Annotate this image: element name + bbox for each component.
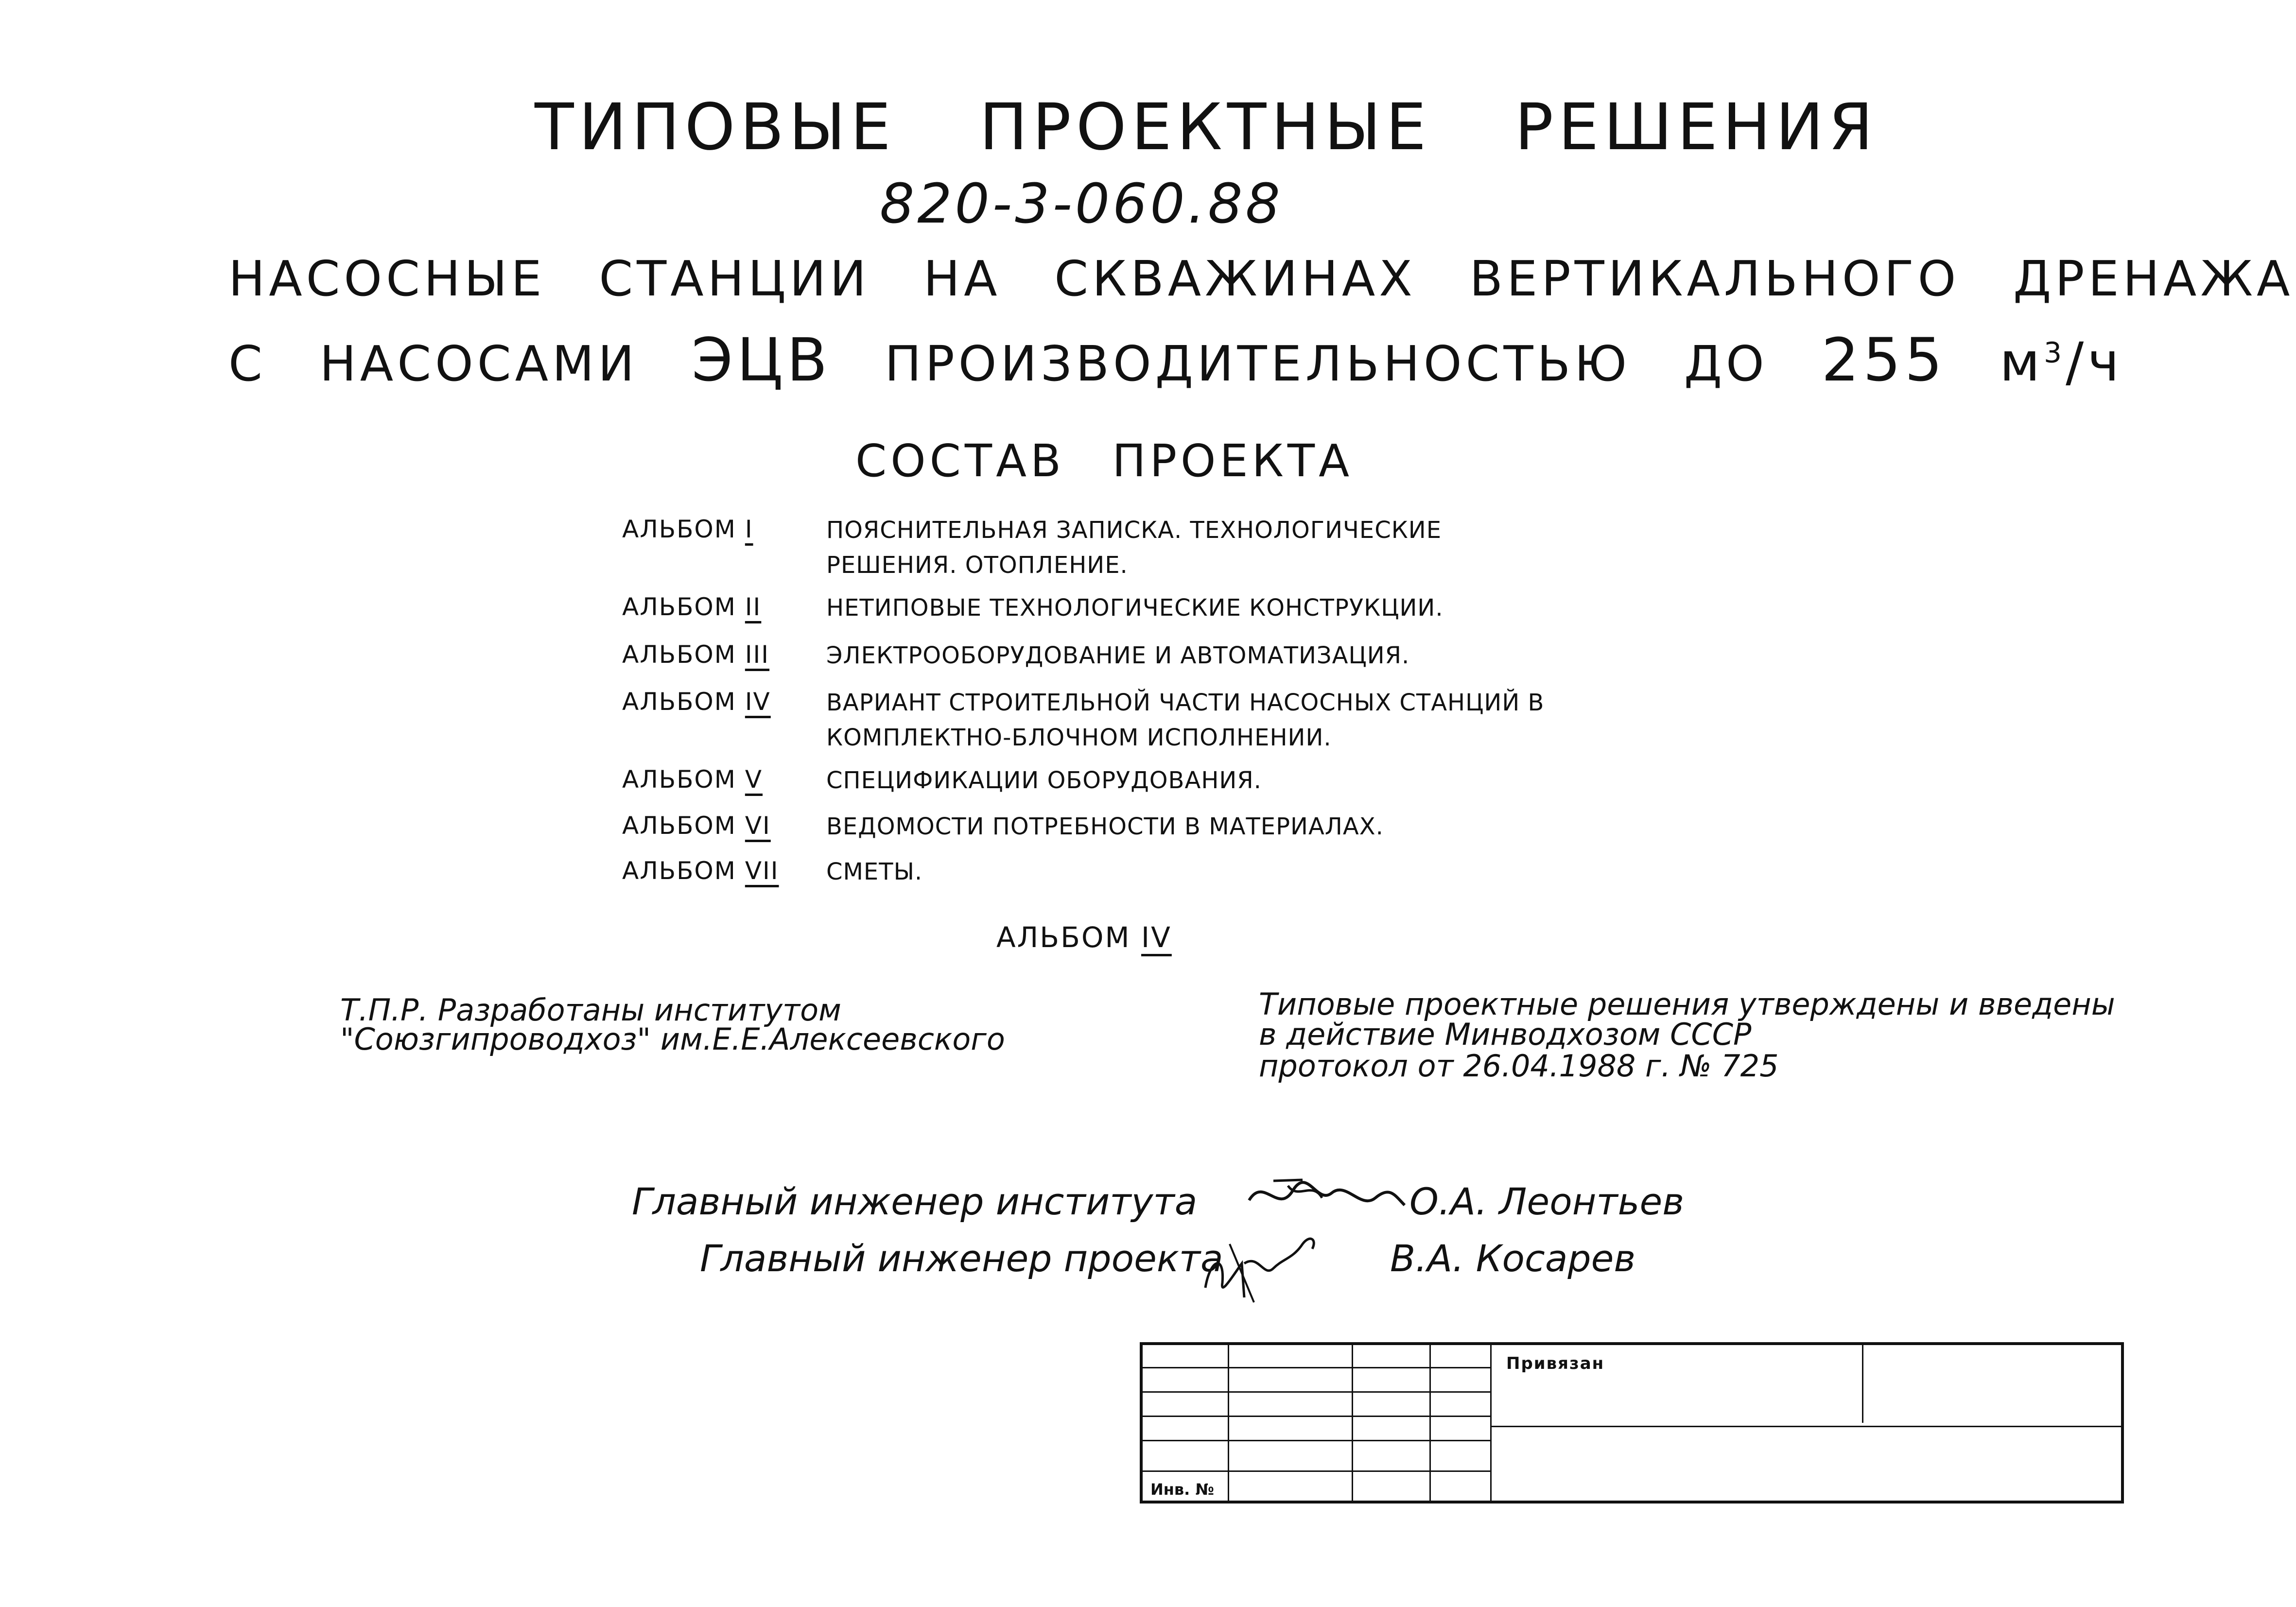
album-1-text: ПОЯСНИТЕЛЬНАЯ ЗАПИСКА. ТЕХНОЛОГИЧЕСКИЕ РЕШЕНИЯ. ОТОПЛЕНИЕ. [826,517,1442,579]
institute-chief-role: Главный инженер института [632,1180,1198,1223]
project-chief-role: Главный инженер проекта [700,1237,1223,1280]
project-chief-signature [1196,1215,1322,1307]
project-chief-name: В.А. Косарев [1390,1237,1636,1280]
album-7-label: АЛЬБОМ VII [622,857,779,885]
stamp-divider [1490,1345,1492,1501]
stamp-row-line [1143,1440,1490,1441]
album-5-text: СПЕЦИФИКАЦИИ ОБОРУДОВАНИЯ. [826,767,1262,794]
album-4-label: АЛЬБОМ IV [622,688,771,716]
stamp-row-line [1143,1367,1490,1368]
unit-m: м [2000,331,2044,393]
pump-type: ЭЦВ [691,326,832,395]
composition-heading: СОСТАВ ПРОЕКТА [855,435,1354,487]
album-3-label: АЛЬБОМ III [622,640,770,669]
project-title-line-2 [228,326,2123,395]
capacity-unit [2000,331,2123,393]
album-1-label: АЛЬБОМ I [622,515,753,543]
title-stamp-block [1140,1342,2124,1503]
approval-note-line-3: протокол от 26.04.1988 г. № 725 [1259,1048,1779,1084]
stamp-divider [1429,1345,1431,1501]
stamp-divider [1352,1345,1353,1501]
unit-power: 3 [2044,336,2066,369]
unit-per-hour: /ч [2066,331,2123,393]
current-album: АЛЬБОМ IV [996,921,1172,954]
institute-chief-name: О.А. Леонтьев [1409,1180,1684,1223]
album-6-text: ВЕДОМОСТИ ПОТРЕБНОСТИ В МАТЕРИАЛАХ. [826,813,1384,840]
album-2-label: АЛЬБОМ II [622,593,762,621]
stamp-bound-label: Привязан [1506,1354,1605,1373]
album-5-label: АЛЬБОМ V [622,765,763,794]
stamp-row-line [1490,1426,2121,1427]
stamp-divider [1228,1345,1229,1501]
project-title-line-1: НАСОСНЫЕ СТАНЦИИ НА СКВАЖИНАХ ВЕРТИКАЛЬНОГО ДРЕНАЖА [228,250,2294,307]
album-6-label: АЛЬБОМ VI [622,812,771,840]
stamp-row-line [1143,1416,1490,1417]
title-middle: ПРОИЗВОДИТЕЛЬНОСТЬЮ ДО [885,335,1768,392]
album-4-text: ВАРИАНТ СТРОИТЕЛЬНОЙ ЧАСТИ НАСОСНЫХ СТАНЦИЙ В КОМПЛЕКТНО-БЛОЧНОМ ИСПОЛНЕНИИ. [826,689,1545,751]
album-2-text: НЕТИПОВЫЕ ТЕХНОЛОГИЧЕСКИЕ КОНСТРУКЦИИ. [826,594,1444,622]
stamp-row-line [1143,1470,1490,1472]
approval-note-line-2: в действие Минводхозом СССР [1259,1017,1752,1052]
series-number: 820-3-060.88 [880,173,1283,236]
title-prefix: С НАСОСАМИ [228,335,639,392]
stamp-inventory-label: Инв. № [1150,1480,1214,1499]
capacity-value: 255 [1821,326,1947,395]
approval-note-line-1: Типовые проектные решения утверждены и введены [1259,986,2115,1022]
series-title: ТИПОВЫЕ ПРОЕКТНЫЕ РЕШЕНИЯ [535,90,1878,165]
developer-note-line-2: "Союзгипроводхоз" им.Е.Е.Алексеевского [340,1021,1005,1057]
developer-note-line-1: Т.П.Р. Разработаны институтом [340,992,841,1028]
stamp-divider [1862,1345,1863,1423]
stamp-row-line [1143,1391,1490,1393]
album-3-text: ЭЛЕКТРООБОРУДОВАНИЕ И АВТОМАТИЗАЦИЯ. [826,642,1410,669]
album-7-text: СМЕТЫ. [826,858,923,885]
